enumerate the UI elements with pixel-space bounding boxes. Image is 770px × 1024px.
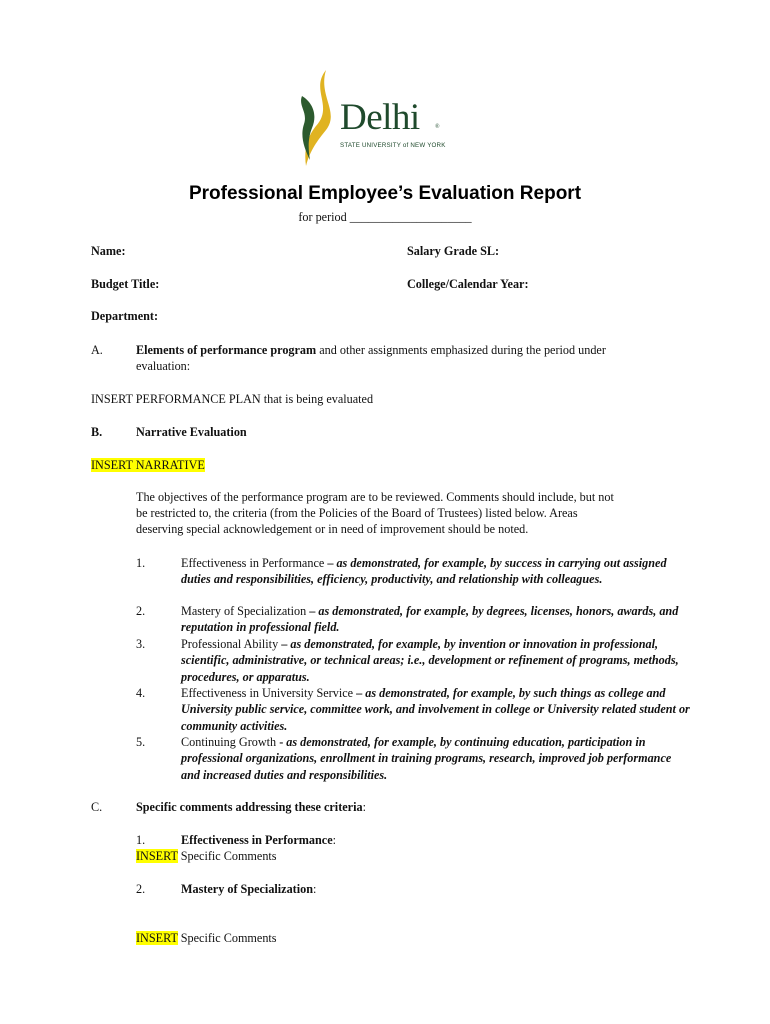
criterion-description: as demonstrated, for example, by success in carrying out assigned duties and responsibilities, efficiency, productivity, and relationship with colleagues. bbox=[181, 556, 667, 587]
comment-item-name: Mastery of Specialization bbox=[181, 882, 314, 896]
department-label: Department: bbox=[91, 309, 159, 323]
criterion-number: 1. bbox=[136, 556, 146, 570]
specific-comments-insert bbox=[136, 848, 277, 864]
intro-line: deserving special acknowledgement or in need of improvement should be noted. bbox=[136, 522, 529, 536]
criterion-item bbox=[181, 555, 691, 588]
criterion-separator: – bbox=[353, 686, 366, 700]
criterion-number: 5. bbox=[136, 735, 146, 749]
criterion-separator: – bbox=[278, 637, 291, 651]
intro-line: be restricted to, the criteria (from the Policies of the Board of Trustees) listed below. Areas bbox=[136, 506, 578, 520]
comment-item-name: Effectiveness in Performance bbox=[181, 833, 333, 847]
section-a-bold: Elements of performance program bbox=[136, 343, 317, 357]
criterion-number: 2. bbox=[136, 604, 146, 618]
specific-comments-insert bbox=[136, 930, 277, 946]
criterion-item bbox=[181, 636, 691, 685]
criterion-item bbox=[181, 734, 691, 783]
section-b-letter: B. bbox=[91, 425, 103, 439]
criterion-description: as demonstrated, for example, by continuing education, participation in professional organizations, enrollment in training programs, research, improved job performance and increased duties and responsibilities. bbox=[181, 735, 672, 782]
criterion-separator: – bbox=[306, 604, 319, 618]
section-c-heading bbox=[136, 799, 366, 815]
insert-highlight: INSERT bbox=[136, 849, 178, 863]
logo-subtitle: STATE UNIVERSITY of NEW YORK bbox=[340, 142, 446, 149]
section-a-letter: A. bbox=[91, 343, 103, 357]
criterion-description: as demonstrated, for example, by degrees, licenses, honors, awards, and reputation in professional field. bbox=[181, 604, 679, 635]
criterion-item bbox=[181, 603, 691, 636]
section-a-rest: and other assignments emphasized during the period under bbox=[316, 343, 606, 357]
logo-green-leaf bbox=[301, 96, 314, 160]
criterion-description: as demonstrated, for example, by such things as college and University public service, committee work, and involvement in college or University related student or community activities. bbox=[181, 686, 690, 733]
criterion-item bbox=[181, 685, 691, 734]
section-b-heading: Narrative Evaluation bbox=[136, 425, 247, 439]
evaluation-period: for period ____________________ bbox=[298, 210, 472, 224]
comment-item-title bbox=[181, 832, 336, 848]
comment-item-title bbox=[181, 881, 316, 897]
criterion-separator: - bbox=[276, 735, 287, 749]
criterion-description: as demonstrated, for example, by invention or innovation in professional, scientific, administrative, or technical areas; i.e., development or refinement of programs, methods, procedures, or apparatus. bbox=[181, 637, 679, 684]
narrative-insert bbox=[91, 457, 205, 473]
salary-grade-label: Salary Grade SL: bbox=[407, 244, 500, 258]
section-c-letter: C. bbox=[91, 800, 103, 814]
specific-comments-text: Specific Comments bbox=[177, 931, 277, 945]
narrative-insert-text: INSERT NARRATIVE bbox=[91, 458, 205, 472]
logo-registered-mark: ® bbox=[435, 124, 440, 130]
budget-title-label: Budget Title: bbox=[91, 277, 160, 291]
section-c-heading-text: Specific comments addressing these criteria bbox=[136, 800, 363, 814]
criterion-number: 3. bbox=[136, 637, 146, 651]
page-title: Professional Employee’s Evaluation Report bbox=[188, 183, 582, 204]
criterion-name: Mastery of Specialization bbox=[181, 604, 307, 618]
intro-line: The objectives of the performance program are to be reviewed. Comments should include, but not bbox=[136, 490, 614, 504]
comment-item-number: 2. bbox=[136, 882, 146, 896]
specific-comments-text: Specific Comments bbox=[177, 849, 277, 863]
comment-item-number: 1. bbox=[136, 833, 146, 847]
name-field-label: Name: bbox=[91, 244, 126, 258]
logo-wordmark: Delhi bbox=[340, 97, 420, 138]
flame-leaf-icon bbox=[296, 68, 346, 168]
criterion-name: Professional Ability bbox=[181, 637, 279, 651]
section-a-line2: evaluation: bbox=[136, 359, 191, 373]
criterion-name: Continuing Growth bbox=[181, 735, 277, 749]
criterion-number: 4. bbox=[136, 686, 146, 700]
performance-plan-insert: INSERT PERFORMANCE PLAN that is being evaluated bbox=[91, 392, 374, 406]
criterion-name: Effectiveness in Performance bbox=[181, 556, 325, 570]
comment-item-colon: : bbox=[313, 882, 317, 896]
comment-item-colon: : bbox=[332, 833, 337, 847]
college-year-label: College/Calendar Year: bbox=[407, 277, 529, 291]
section-a-heading bbox=[136, 342, 606, 358]
insert-highlight: INSERT bbox=[136, 931, 178, 945]
university-logo bbox=[296, 68, 476, 168]
section-c-colon: : bbox=[362, 800, 366, 814]
criterion-name: Effectiveness in University Service bbox=[181, 686, 354, 700]
criterion-separator: – bbox=[324, 556, 337, 570]
